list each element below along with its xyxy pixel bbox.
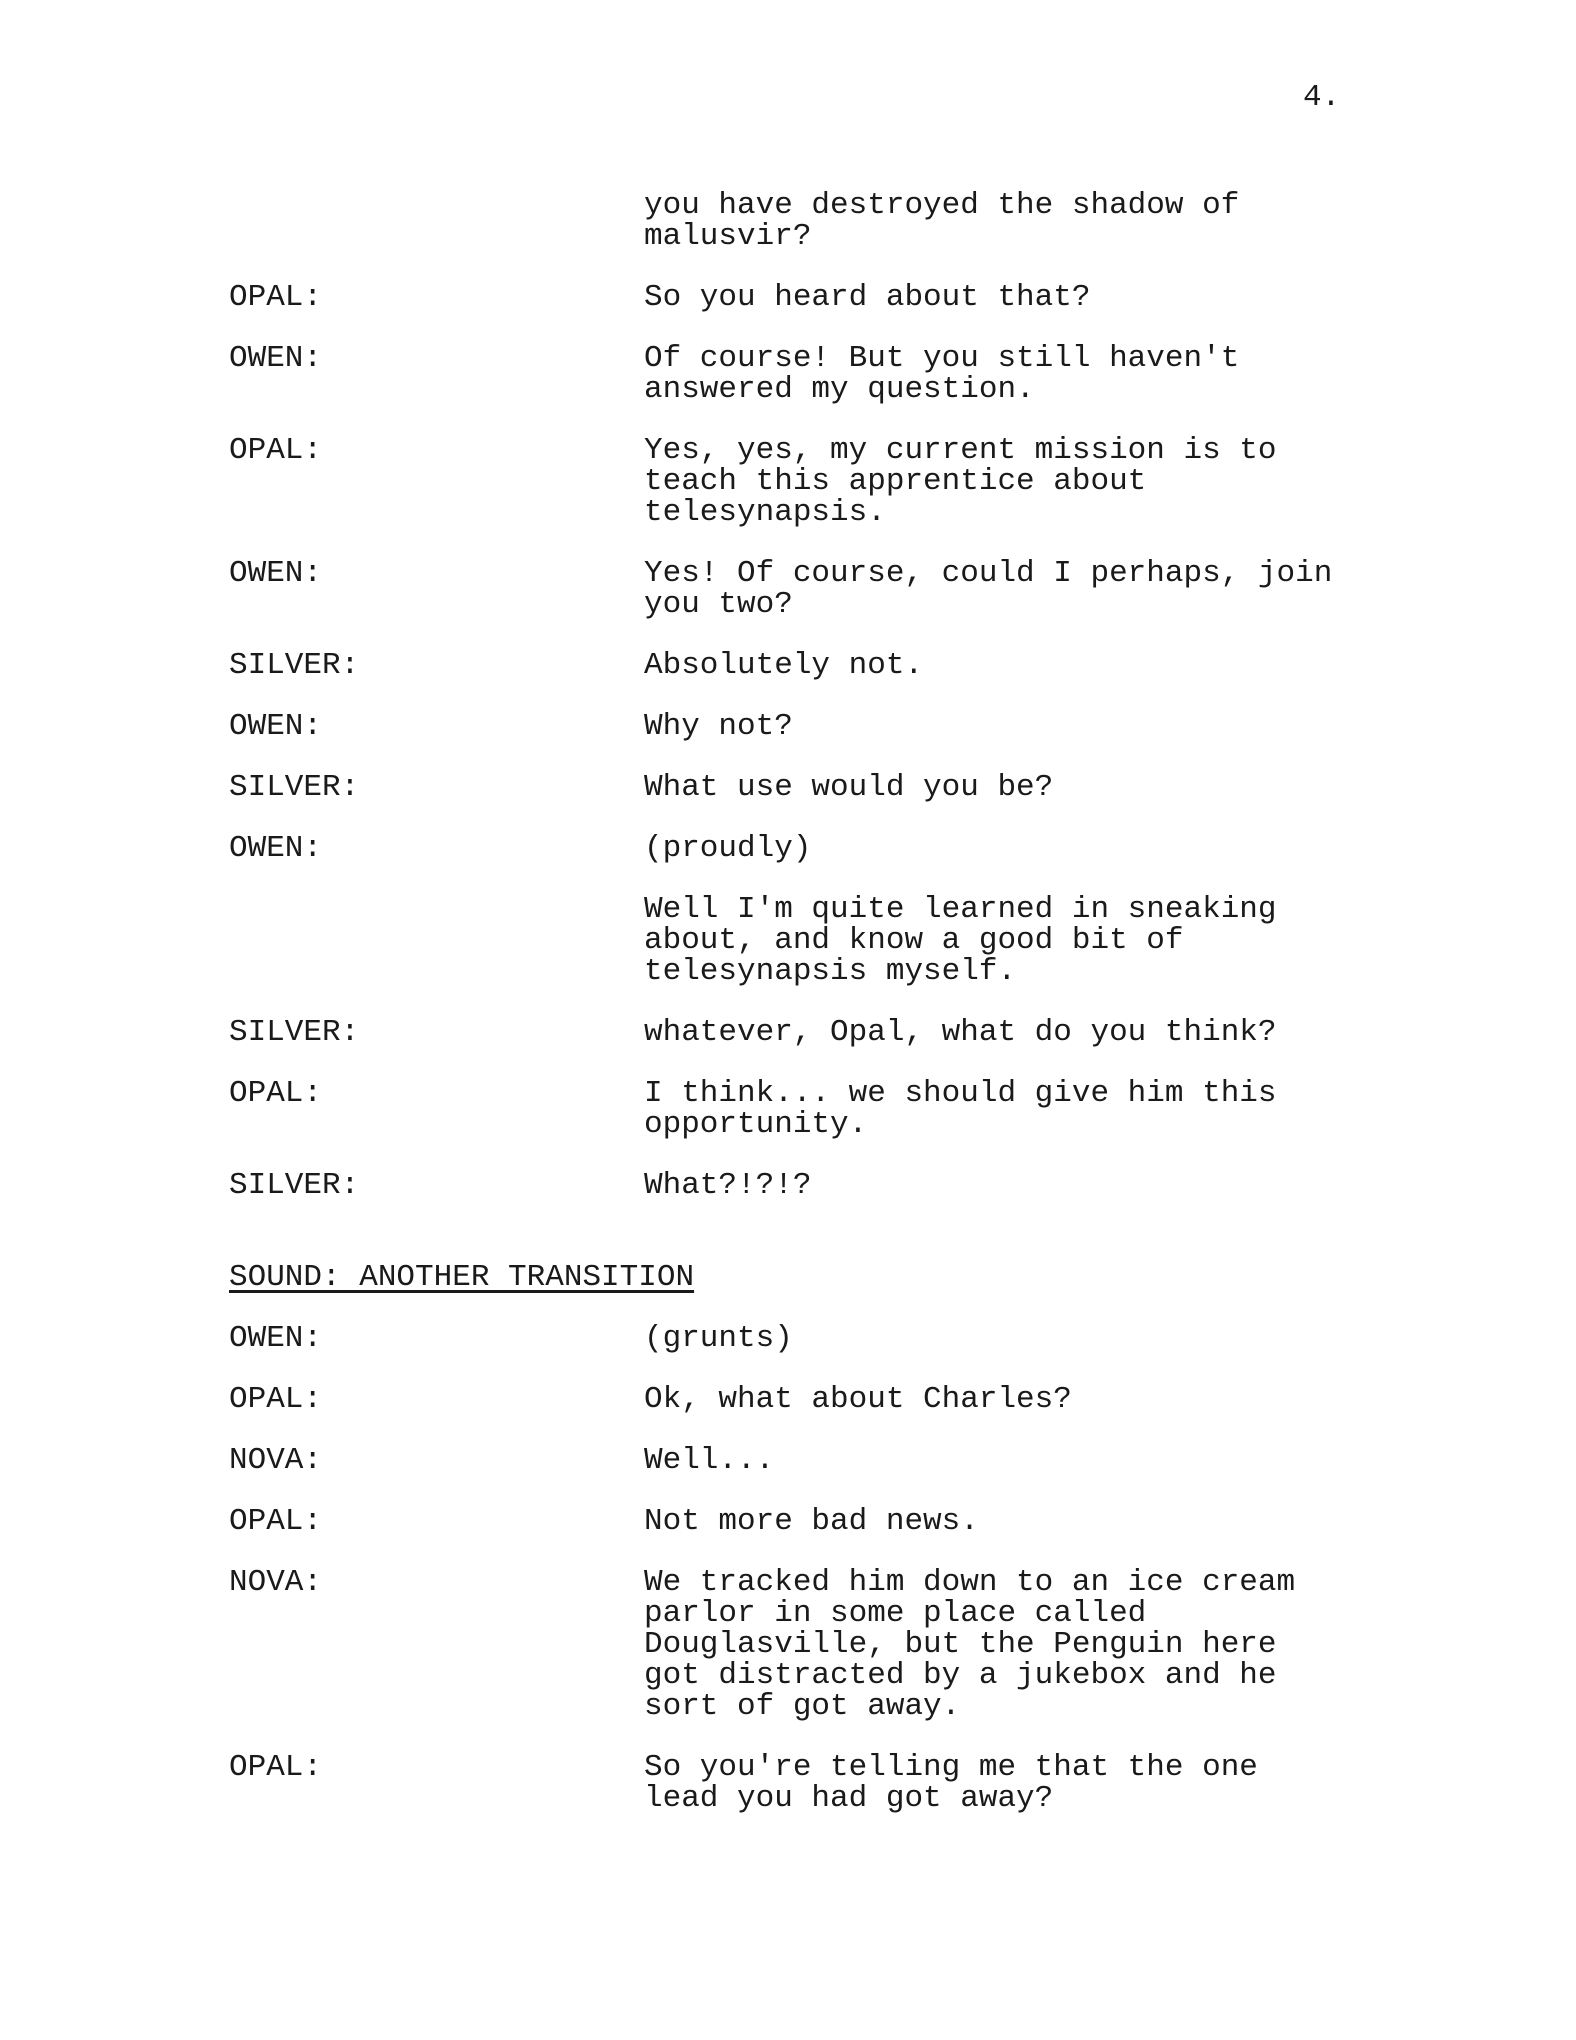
dialogue-block [229,190,1379,252]
dialogue-line: Douglasville, but the Penguin here [644,1627,1277,1662]
dialogue-line: malusvir? [644,219,812,254]
scene-heading: SOUND: ANOTHER TRANSITION [229,1260,695,1295]
script-body [229,190,1379,1814]
speaker-name: OWEN: [229,341,323,376]
dialogue-text [644,1384,1364,1415]
dialogue-text [644,1078,1364,1140]
dialogue-text [644,1017,1364,1048]
dialogue-line: whatever, Opal, what do you think? [644,1015,1277,1050]
dialogue-line: We tracked him down to an ice cream [644,1565,1296,1600]
speaker-name: OPAL: [229,1076,323,1111]
dialogue-block [229,711,1379,742]
dialogue-text [644,1567,1364,1722]
dialogue-text [644,190,1364,252]
dialogue-line: lead you had got away? [644,1781,1054,1816]
dialogue-line: sort of got away. [644,1689,961,1724]
speaker-name: OWEN: [229,556,323,591]
dialogue-line: What?!?!? [644,1168,812,1203]
dialogue-text [644,711,1364,742]
dialogue-text [644,833,1364,864]
dialogue-text [644,1323,1364,1354]
dialogue-block [229,558,1379,620]
speaker-name: OWEN: [229,1321,323,1356]
dialogue-line: Why not? [644,709,793,744]
dialogue-text [644,1752,1364,1814]
dialogue-text [644,1170,1364,1201]
dialogue-text [644,343,1364,405]
speaker-name: SILVER: [229,1168,360,1203]
dialogue-line: about, and know a good bit of [644,923,1184,958]
speaker-name: OWEN: [229,831,323,866]
dialogue-line: Well... [644,1443,775,1478]
dialogue-block [229,1078,1379,1140]
dialogue-block [229,772,1379,803]
dialogue-block [229,894,1379,987]
speaker-name: OPAL: [229,1750,323,1785]
speaker-name: SILVER: [229,1015,360,1050]
dialogue-line: teach this apprentice about [644,464,1147,499]
dialogue-line: parlor in some place called [644,1596,1147,1631]
dialogue-block [229,1567,1379,1722]
dialogue-line: Ok, what about Charles? [644,1382,1072,1417]
dialogue-text [644,282,1364,313]
speaker-name: OPAL: [229,1382,323,1417]
speaker-name: SILVER: [229,648,360,683]
dialogue-text [644,1506,1364,1537]
dialogue-text [644,772,1364,803]
dialogue-line: answered my question. [644,372,1035,407]
dialogue-text [644,435,1364,528]
speaker-name: SILVER: [229,770,360,805]
dialogue-text [644,558,1364,620]
dialogue-block [229,282,1379,313]
speaker-name: OWEN: [229,709,323,744]
dialogue-block [229,650,1379,681]
dialogue-block [229,1323,1379,1354]
page-number: 4. [1303,80,1341,115]
dialogue-line: Absolutely not. [644,648,924,683]
dialogue-block [229,833,1379,864]
speaker-name: OPAL: [229,1504,323,1539]
dialogue-line: telesynapsis. [644,495,886,530]
dialogue-line: Of course! But you still haven't [644,341,1240,376]
dialogue-line: you two? [644,587,793,622]
dialogue-text [644,650,1364,681]
dialogue-line: So you heard about that? [644,280,1091,315]
dialogue-line: Yes! Of course, could I perhaps, join [644,556,1333,591]
speaker-name: OPAL: [229,433,323,468]
dialogue-text [644,894,1364,987]
speaker-name: OPAL: [229,280,323,315]
dialogue-block [229,435,1379,528]
dialogue-text [644,1445,1364,1476]
dialogue-line: telesynapsis myself. [644,954,1017,989]
dialogue-line: I think... we should give him this [644,1076,1277,1111]
dialogue-block [229,1506,1379,1537]
dialogue-block [229,1445,1379,1476]
dialogue-line: So you're telling me that the one [644,1750,1258,1785]
dialogue-line: Well I'm quite learned in sneaking [644,892,1277,927]
dialogue-line: (grunts) [644,1321,793,1356]
dialogue-line: opportunity. [644,1107,868,1142]
dialogue-line: you have destroyed the shadow of [644,188,1240,223]
dialogue-block [229,1752,1379,1814]
speaker-name: NOVA: [229,1443,323,1478]
dialogue-block [229,343,1379,405]
dialogue-line: Yes, yes, my current mission is to [644,433,1277,468]
dialogue-block [229,1017,1379,1048]
dialogue-line: Not more bad news. [644,1504,979,1539]
dialogue-line: got distracted by a jukebox and he [644,1658,1277,1693]
dialogue-block [229,1384,1379,1415]
dialogue-line: What use would you be? [644,770,1054,805]
speaker-name: NOVA: [229,1565,323,1600]
dialogue-line: (proudly) [644,831,812,866]
dialogue-block [229,1170,1379,1201]
